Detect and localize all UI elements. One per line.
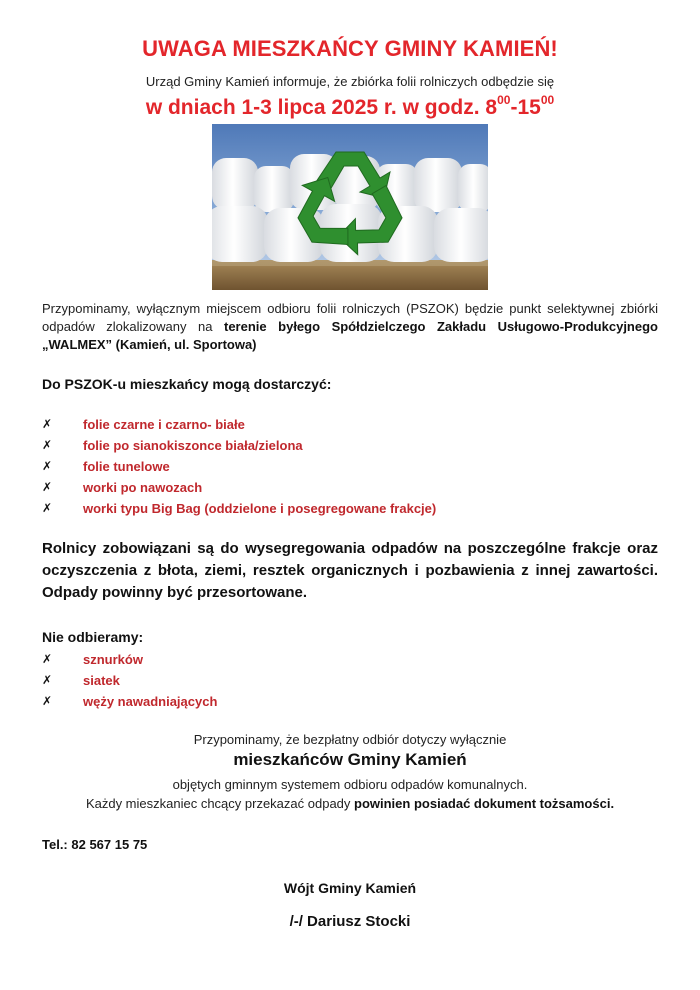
signature-name: /-/ Dariusz Stocki: [289, 913, 411, 930]
not-accepted-heading: Nie odbieramy:: [42, 629, 144, 645]
intro-text: Urząd Gminy Kamień informuje, że zbiórka folii rolniczych odbędzie się: [145, 74, 555, 89]
cross-icon: ✗: [42, 501, 53, 515]
dates-main-text: w dniach 1-3 lipca 2025 r. w godz. 8: [145, 96, 498, 119]
cross-icon: ✗: [42, 417, 53, 431]
list-item-text: folie po sianokiszonce biała/zielona: [83, 438, 303, 453]
collection-point-info: [42, 300, 658, 354]
info-text: Przypominamy, wyłącznym miejscem odbioru folii rolniczych (PSZOK) będzie punkt selektywnej zbiórki odpadów zlokalizowany na: [42, 301, 658, 334]
list-item-text: węży nawadniających: [83, 694, 218, 709]
list-item-text: worki po nawozach: [83, 480, 203, 495]
id-requirement: powinien posiadać dokument tożsamości.: [354, 796, 615, 811]
phone-number: Tel.: 82 567 15 75: [42, 837, 148, 852]
cross-icon: ✗: [42, 438, 53, 452]
reminder-residents: mieszkańców Gminy Kamień: [233, 750, 467, 769]
cross-icon: ✗: [42, 673, 53, 687]
list-item-text: worki typu Big Bag (oddzielone i posegregowane frakcje): [83, 501, 437, 516]
cross-icon: ✗: [42, 459, 53, 473]
list-item-text: folie czarne i czarno- białe: [83, 417, 245, 432]
cross-icon: ✗: [42, 480, 53, 494]
signature-office: Wójt Gminy Kamień: [283, 880, 417, 896]
page-title: UWAGA MIESZKAŃCY GMINY KAMIEŃ!: [142, 36, 558, 61]
dates-dash: -15: [510, 96, 541, 119]
reminder-line-3: objętych gminnym systemem odbioru odpadów komunalnych.: [172, 777, 528, 792]
end-minutes: 00: [540, 93, 555, 107]
collection-dates: [0, 95, 700, 120]
list-item-text: folie tunelowe: [83, 459, 170, 474]
farmers-note: Rolnicy zobowiązani są do wysegregowania odpadów na poszczególne frakcje oraz oczyszczenia z błota, ziemi, resztek organicznych i pozbawienia z innej zawartości. Odpady powinny być przesortowane.: [42, 540, 658, 601]
list-item-text: siatek: [83, 673, 120, 688]
bales-recycle-photo: [212, 124, 488, 290]
list-item-text: sznurków: [83, 652, 143, 667]
location-text: terenie byłego Spółdzielczego Zakładu Usługowo-Produkcyjnego „WALMEX” (Kamień, ul. Sportowa): [42, 319, 658, 352]
reminder-line-1: Przypominamy, że bezpłatny odbiór dotyczy wyłącznie: [193, 732, 507, 747]
cross-icon: ✗: [42, 652, 53, 666]
reminder-line-4: [0, 796, 700, 811]
reminder-line-4-text: Każdy mieszkaniec chcący przekazać odpady: [85, 796, 355, 811]
start-minutes: 00: [497, 93, 511, 107]
accepted-heading: Do PSZOK-u mieszkańcy mogą dostarczyć:: [42, 376, 332, 392]
cross-icon: ✗: [42, 694, 53, 708]
